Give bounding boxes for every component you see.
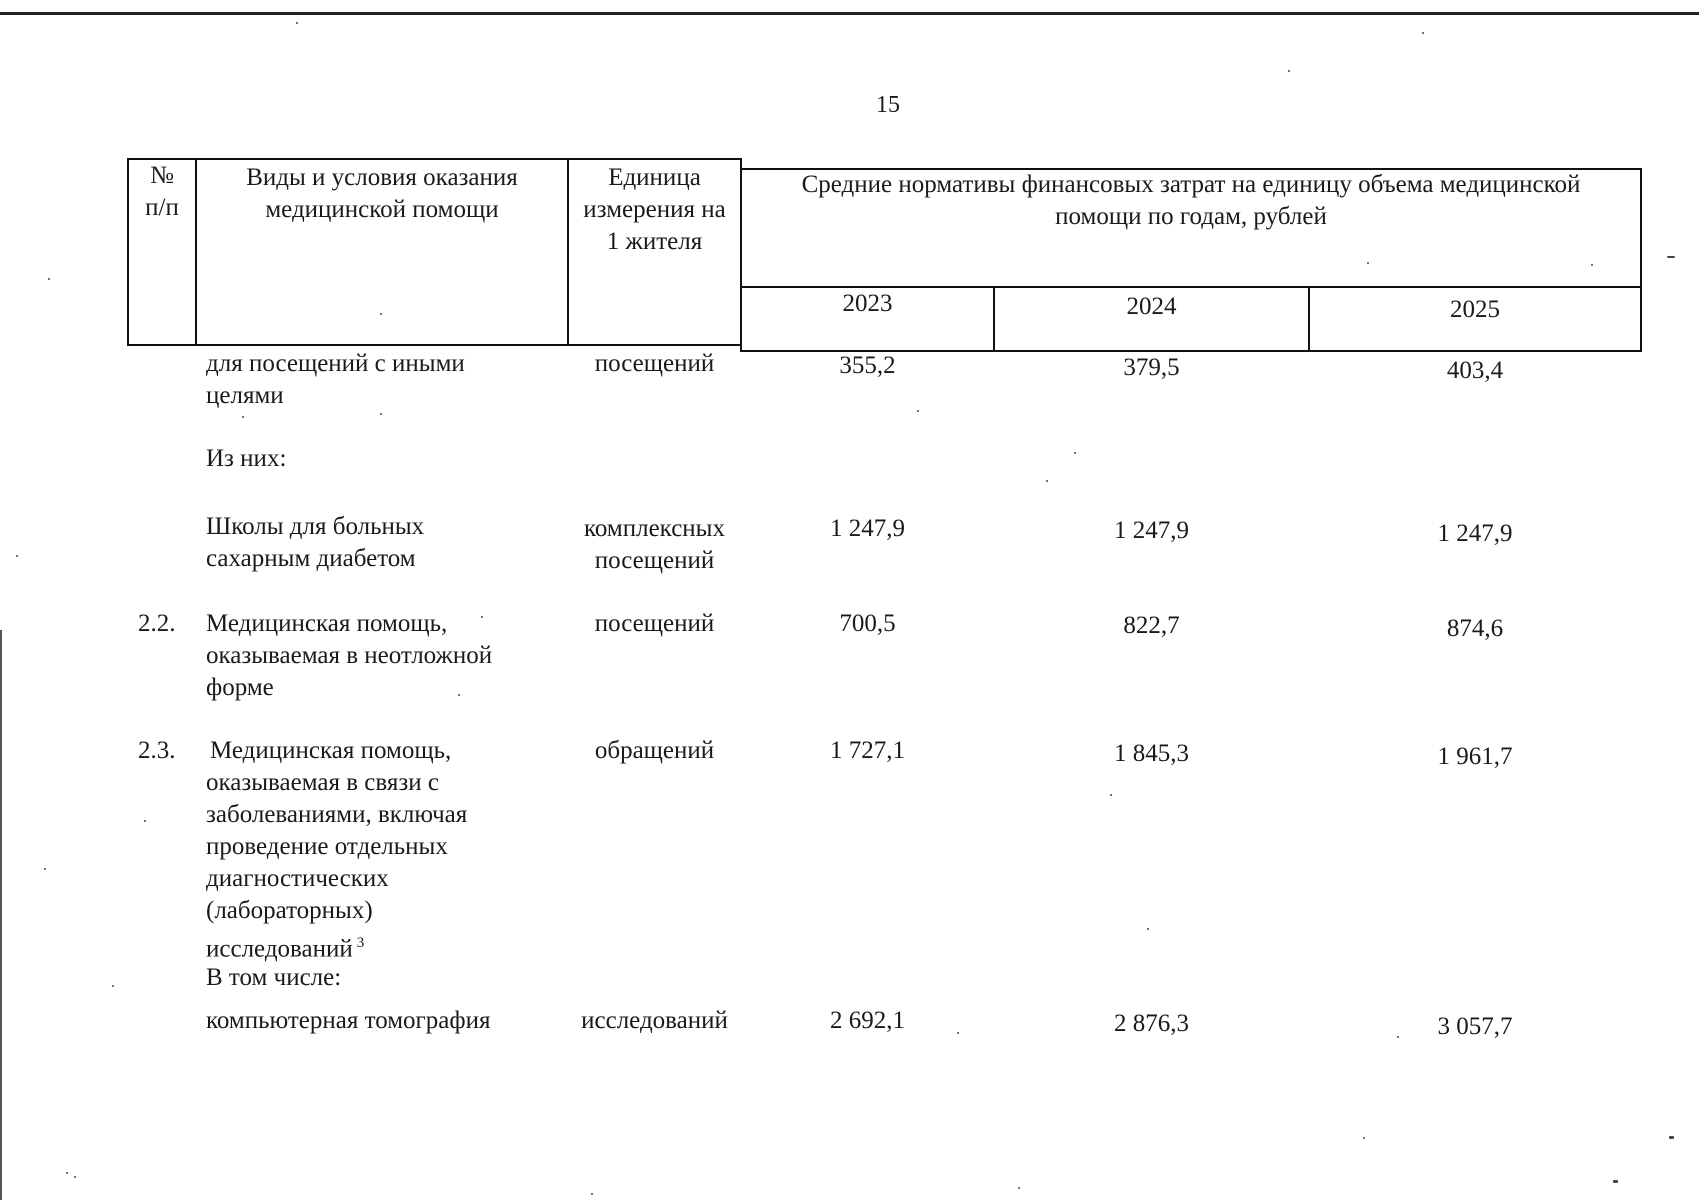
scan-speck	[957, 1032, 959, 1034]
scan-speck	[917, 410, 919, 412]
header-col-norms	[742, 169, 1640, 233]
row-description: Медицинская помощь, оказываемая в связи с заболеваниями, включая проведение отдельных диагностических (лабораторных) исследований $^3$	[206, 735, 467, 965]
header-col-num-line: №	[150, 162, 174, 189]
scan-speck	[1367, 262, 1369, 264]
scan-speck	[1669, 1136, 1674, 1139]
header-bottom-border	[127, 344, 742, 346]
row-description: Медицинская помощь, оказываемая в неотложной форме	[206, 610, 493, 701]
scan-speck	[144, 820, 146, 822]
header-col-type	[197, 162, 567, 226]
row-value-2024: 1 247,9	[1114, 517, 1189, 544]
header-right-border	[1640, 168, 1642, 352]
header-col-num	[129, 160, 195, 224]
scan-speck	[591, 1193, 593, 1195]
row-value-2023: 1 727,1	[830, 737, 905, 764]
scan-speck	[48, 278, 50, 280]
scan-speck	[242, 416, 244, 418]
row-value-2024: 2 876,3	[1114, 1010, 1189, 1037]
row-description: В том числе:	[206, 964, 342, 991]
row-description: Школы для больных сахарным диабетом	[206, 513, 425, 572]
row-value-2025: 1 247,9	[1437, 520, 1513, 547]
row-unit: посещений	[594, 610, 715, 637]
row-unit: комплексных посещений	[584, 515, 725, 574]
scan-edge-left	[0, 630, 2, 1200]
scan-speck	[1397, 1036, 1399, 1038]
row-value-2024: 822,7	[1123, 612, 1180, 639]
header-col-unit-line: измерения на	[583, 196, 726, 223]
row-value-2024: 1 845,3	[1114, 740, 1189, 767]
scan-speck	[1667, 256, 1675, 258]
scan-speck	[1110, 794, 1112, 796]
header-col-type-line: Виды и условия оказания	[246, 164, 518, 191]
scan-edge-top	[0, 12, 1699, 15]
header-col-unit-line: Единица	[608, 164, 701, 191]
header-col-num-line: п/п	[145, 194, 179, 221]
scan-speck	[112, 985, 114, 987]
scan-speck	[1288, 70, 1290, 72]
header-year-2025: 2025	[1450, 296, 1500, 323]
scan-speck	[1613, 1180, 1618, 1183]
scan-speck	[74, 1176, 76, 1178]
row-value-2025: 1 961,7	[1437, 743, 1513, 770]
scan-speck	[1591, 264, 1593, 266]
scan-speck	[1018, 1187, 1020, 1189]
row-value-2023: 1 247,9	[830, 515, 905, 542]
row-number: 2.2.	[138, 610, 176, 637]
row-value-2023: 700,5	[839, 610, 896, 637]
row-unit: исследований	[581, 1007, 728, 1034]
row-description: Из них:	[206, 445, 287, 472]
scan-speck	[66, 1172, 68, 1174]
footnote-marker: 3	[356, 935, 365, 951]
header-top-border	[127, 158, 742, 160]
row-value-2024: 379,5	[1123, 354, 1180, 381]
header-col-type-line: медицинской помощи	[265, 196, 499, 223]
scan-speck	[458, 694, 460, 696]
scan-speck	[16, 555, 18, 557]
scan-speck	[1147, 928, 1149, 930]
row-value-2025: 403,4	[1446, 357, 1504, 384]
scan-speck	[296, 22, 298, 24]
row-value-2023: 355,2	[839, 352, 896, 379]
row-description: компьютерная томография	[206, 1007, 491, 1034]
header-col-unit	[569, 162, 740, 258]
scan-speck	[1046, 480, 1048, 482]
description-last-line: исследований $^3$	[206, 935, 365, 963]
scan-speck	[380, 313, 382, 315]
scan-speck	[1074, 452, 1076, 454]
header-year-2023: 2023	[842, 290, 893, 317]
scan-speck	[380, 413, 382, 415]
row-unit: обращений	[594, 737, 715, 764]
header-year-2024: 2024	[1126, 293, 1177, 320]
scan-speck	[1422, 32, 1424, 34]
header-col-norms-line: Средние нормативы финансовых затрат на единицу объема медицинской	[801, 171, 1581, 198]
row-number: 2.3.	[138, 737, 176, 764]
row-value-2023: 2 692,1	[830, 1007, 905, 1034]
page-number: 15	[876, 92, 900, 118]
scan-speck	[44, 868, 46, 870]
scan-speck	[481, 616, 483, 618]
row-description: для посещений с иными целями	[206, 350, 465, 409]
scan-speck	[1363, 1137, 1365, 1139]
header-col-unit-line: 1 жителя	[606, 228, 703, 255]
header-col-norms-line: помощи по годам, рублей	[1055, 203, 1327, 230]
row-unit: посещений	[594, 350, 715, 377]
row-value-2025: 874,6	[1446, 615, 1504, 642]
row-value-2025: 3 057,7	[1437, 1013, 1513, 1040]
